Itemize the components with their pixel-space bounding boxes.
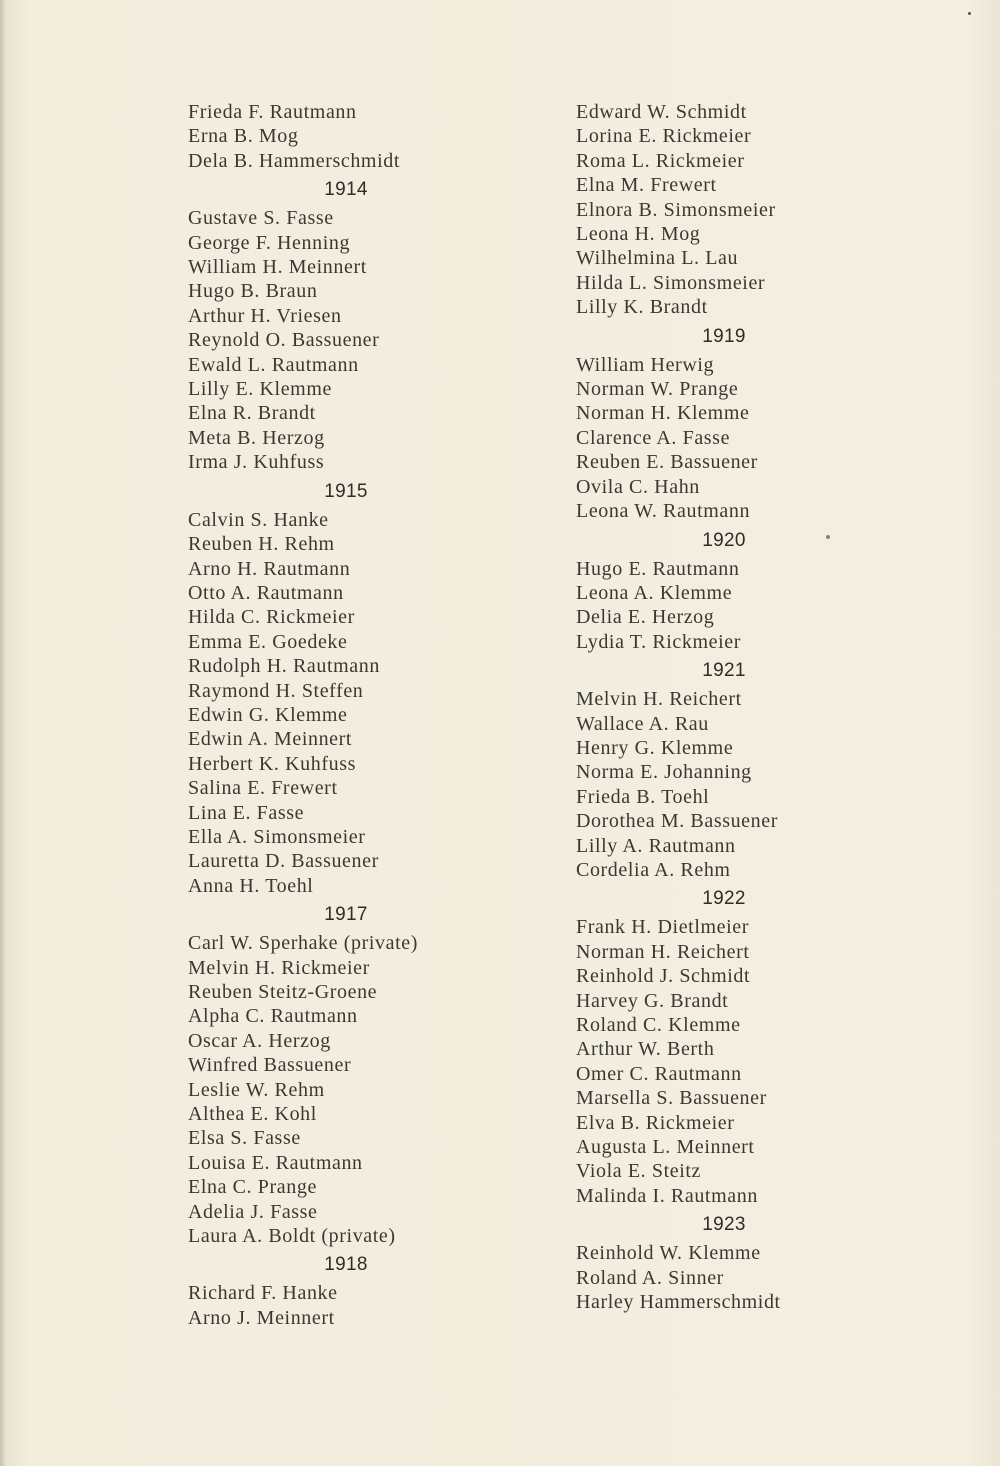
member-name: Lauretta D. Bassuener [188,850,379,873]
member-name: Rudolph H. Rautmann [188,655,380,678]
member-name: Hugo B. Braun [188,280,318,303]
member-name: Wallace A. Rau [576,712,709,735]
member-name: Viola E. Steitz [576,1160,701,1183]
member-name: Roma L. Rickmeier [576,149,745,172]
member-name: Malinda I. Rautmann [576,1184,758,1207]
member-name: Reinhold J. Schmidt [576,965,751,988]
member-name: Lorina E. Rickmeier [576,125,752,148]
member-name: Lilly E. Klemme [188,378,332,401]
member-name: Reinhold W. Klemme [576,1242,761,1265]
member-name: Lilly K. Brandt [576,296,708,319]
member-name: Harvey G. Brandt [576,989,729,1012]
member-name: Lilly A. Rautmann [576,834,736,857]
member-name: Delia E. Herzog [576,606,715,629]
member-name: George F. Henning [188,231,351,254]
member-name: Hilda L. Simonsmeier [576,271,766,294]
year-heading: 1922 [702,888,746,910]
member-name: Norma E. Johanning [576,761,752,784]
year-heading: 1917 [324,904,368,926]
member-name: Arno J. Meinnert [188,1306,335,1329]
member-name: Hilda C. Rickmeier [188,606,355,629]
member-name: Melvin H. Reichert [576,688,742,711]
member-name: Cordelia A. Rehm [576,858,731,881]
member-name: Althea E. Kohl [188,1103,317,1126]
binding-edge [0,0,6,1466]
member-name: Alpha C. Rautmann [188,1005,358,1028]
year-heading: 1923 [702,1214,746,1236]
member-name: Norman W. Prange [576,378,739,401]
year-heading: 1919 [702,325,746,347]
paper-speck [826,535,830,539]
member-name: Clarence A. Fasse [576,426,731,449]
member-name: Frieda F. Rautmann [188,101,357,123]
member-name: Elnora B. Simonsmeier [576,198,776,221]
member-name: Ovila C. Hahn [576,475,700,498]
member-name: Lina E. Fasse [188,801,305,824]
member-name: Adelia J. Fasse [188,1200,318,1223]
year-heading: 1918 [324,1254,368,1276]
member-name: Edward W. Schmidt [576,101,747,123]
member-name: Leona A. Klemme [576,581,733,604]
member-name: Leona H. Mog [576,223,701,246]
year-heading: 1921 [702,660,746,682]
year-heading: 1915 [324,480,368,502]
member-name: Elva B. Rickmeier [576,1111,735,1134]
member-name: Reuben H. Rehm [188,533,335,556]
member-name: Irma J. Kuhfuss [188,451,325,474]
member-name: Reuben E. Bassuener [576,451,758,474]
member-name: Erna B. Mog [188,125,299,148]
member-name: Henry G. Klemme [576,736,734,759]
member-name: Edwin G. Klemme [188,703,348,726]
member-name: Herbert K. Kuhfuss [188,752,356,775]
year-heading: 1914 [324,179,368,201]
member-name: Emma E. Goedeke [188,630,348,653]
member-name: Frieda B. Toehl [576,785,710,808]
member-name: Leona W. Rautmann [576,500,751,523]
left-column [188,100,518,1330]
member-name: Carl W. Sperhake (private) [188,932,418,955]
member-name: Oscar A. Herzog [188,1029,331,1052]
member-name: Arthur H. Vriesen [188,304,342,327]
member-name: Augusta L. Meinnert [576,1136,755,1159]
member-name: Leslie W. Rehm [188,1078,325,1101]
member-name: Calvin S. Hanke [188,508,329,531]
member-name: Frank H. Dietlmeier [576,916,750,939]
member-name: Edwin A. Meinnert [188,728,353,751]
member-name: Dela B. Hammerschmidt [188,149,400,172]
member-name: Elna C. Prange [188,1176,317,1199]
member-name: Elsa S. Fasse [188,1127,301,1150]
member-name: Laura A. Boldt (private) [188,1225,396,1248]
member-name: Winfred Bassuener [188,1054,352,1077]
member-name: Anna H. Toehl [188,874,314,897]
member-name: Lydia T. Rickmeier [576,630,742,653]
year-heading: 1920 [702,529,746,551]
member-name: Roland C. Klemme [576,1014,741,1036]
member-name: Elna M. Frewert [576,174,717,197]
member-name: Harley Hammerschmidt [576,1291,781,1314]
member-name: Arno H. Rautmann [188,557,351,580]
member-name: Meta B. Herzog [188,426,325,449]
member-name: Reynold O. Bassuener [188,329,380,352]
member-name: Norman H. Klemme [576,402,750,425]
member-name: Elna R. Brandt [188,402,316,425]
member-name: Raymond H. Steffen [188,679,364,702]
member-name: Salina E. Frewert [188,777,338,800]
member-name: Wilhelmina L. Lau [576,247,739,270]
member-name: Arthur W. Berth [576,1038,715,1061]
paper-speck [968,12,971,15]
member-name: Reuben Steitz-Groene [188,981,378,1003]
member-name: Gustave S. Fasse [188,207,334,230]
member-name: William H. Meinnert [188,256,367,279]
member-name: Ewald L. Rautmann [188,353,359,376]
member-name: Melvin H. Rickmeier [188,956,370,979]
member-name: Dorothea M. Bassuener [576,810,778,833]
member-name: William Herwig [576,353,715,376]
member-name: Richard F. Hanke [188,1282,338,1305]
member-name: Roland A. Sinner [576,1266,724,1289]
member-name: Louisa E. Rautmann [188,1151,363,1174]
member-name: Norman H. Reichert [576,940,750,963]
member-name: Ella A. Simonsmeier [188,825,366,848]
right-column [576,100,876,1314]
member-name: Omer C. Rautmann [576,1062,742,1085]
member-name: Hugo E. Rautmann [576,557,740,580]
member-name: Otto A. Rautmann [188,581,344,604]
member-name: Marsella S. Bassuener [576,1087,767,1110]
